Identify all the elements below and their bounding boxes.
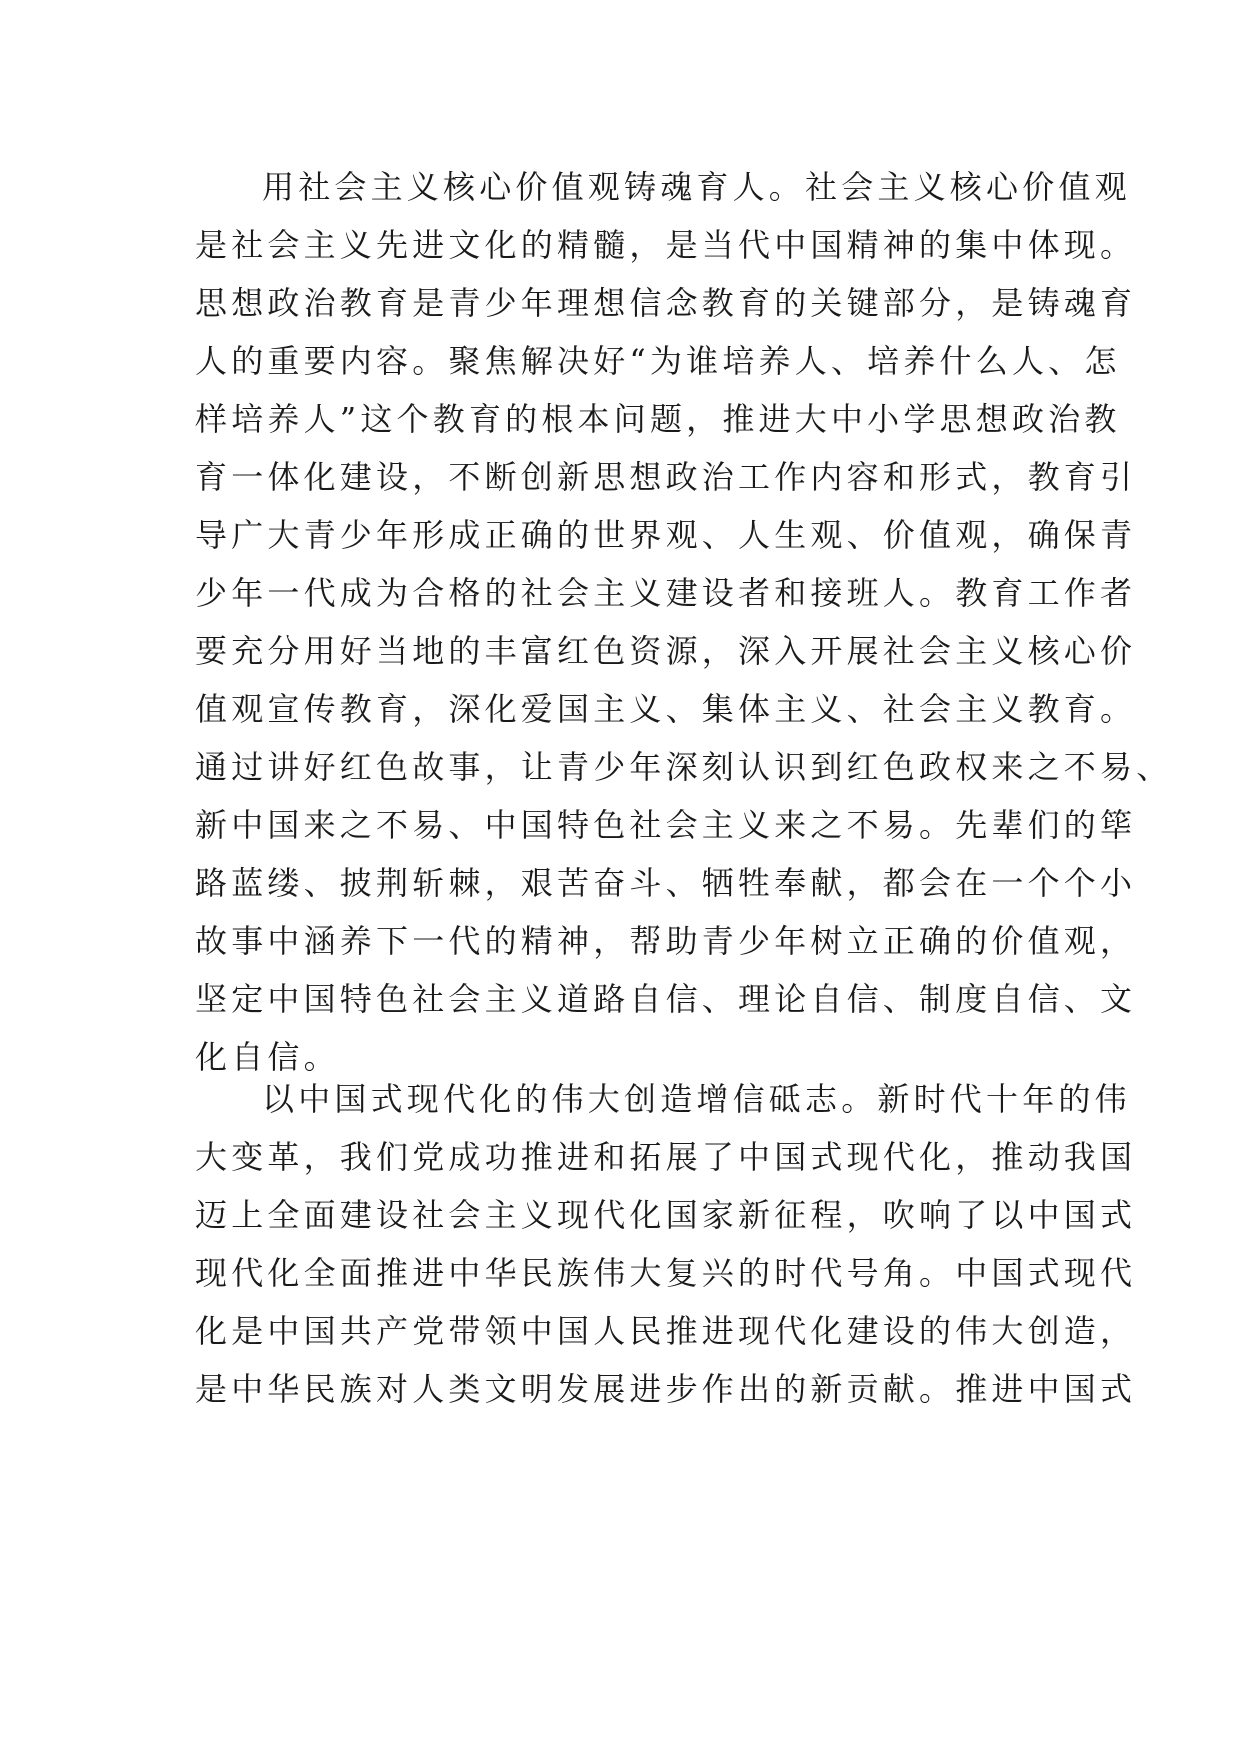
text-line: 新中国来之不易、中国特色社会主义来之不易。先辈们的筚 [195,806,1137,844]
text-line: 思想政治教育是青少年理想信念教育的关键部分，是铸魂育 [195,284,1137,322]
text-line: 故事中涵养下一代的精神，帮助青少年树立正确的价值观， [195,922,1137,960]
paragraph-2 [195,1070,1137,1418]
text-line: 化自信。 [195,1038,340,1076]
text-line: 是中华民族对人类文明发展进步作出的新贡献。推进中国式 [195,1370,1137,1408]
text-line: 样培养人”这个教育的根本问题，推进大中小学思想政治教 [195,400,1121,438]
text-line: 导广大青少年形成正确的世界观、人生观、价值观，确保青 [195,516,1137,554]
text-line: 人的重要内容。聚焦解决好“为谁培养人、培养什么人、怎 [195,342,1121,380]
text-line: 通过讲好红色故事，让青少年深刻认识到红色政权来之不易、 [195,748,1173,786]
paragraph-1 [195,158,1173,1086]
text-line: 大变革，我们党成功推进和拓展了中国式现代化，推动我国 [195,1138,1137,1176]
text-line: 以中国式现代化的伟大创造增信砥志。新时代十年的伟 [262,1080,1131,1118]
text-line: 用社会主义核心价值观铸魂育人。社会主义核心价值观 [262,168,1131,206]
text-line: 要充分用好当地的丰富红色资源，深入开展社会主义核心价 [195,632,1137,670]
text-line: 路蓝缕、披荆斩棘，艰苦奋斗、牺牲奉献，都会在一个个小 [195,864,1137,902]
text-line: 是社会主义先进文化的精髓，是当代中国精神的集中体现。 [195,226,1137,264]
text-line: 育一体化建设，不断创新思想政治工作内容和形式，教育引 [195,458,1137,496]
text-line: 值观宣传教育，深化爱国主义、集体主义、社会主义教育。 [195,690,1137,728]
text-line: 少年一代成为合格的社会主义建设者和接班人。教育工作者 [195,574,1137,612]
text-line: 现代化全面推进中华民族伟大复兴的时代号角。中国式现代 [195,1254,1137,1292]
text-line: 迈上全面建设社会主义现代化国家新征程，吹响了以中国式 [195,1196,1137,1234]
text-line: 化是中国共产党带领中国人民推进现代化建设的伟大创造， [195,1312,1137,1350]
text-line: 坚定中国特色社会主义道路自信、理论自信、制度自信、文 [195,980,1137,1018]
